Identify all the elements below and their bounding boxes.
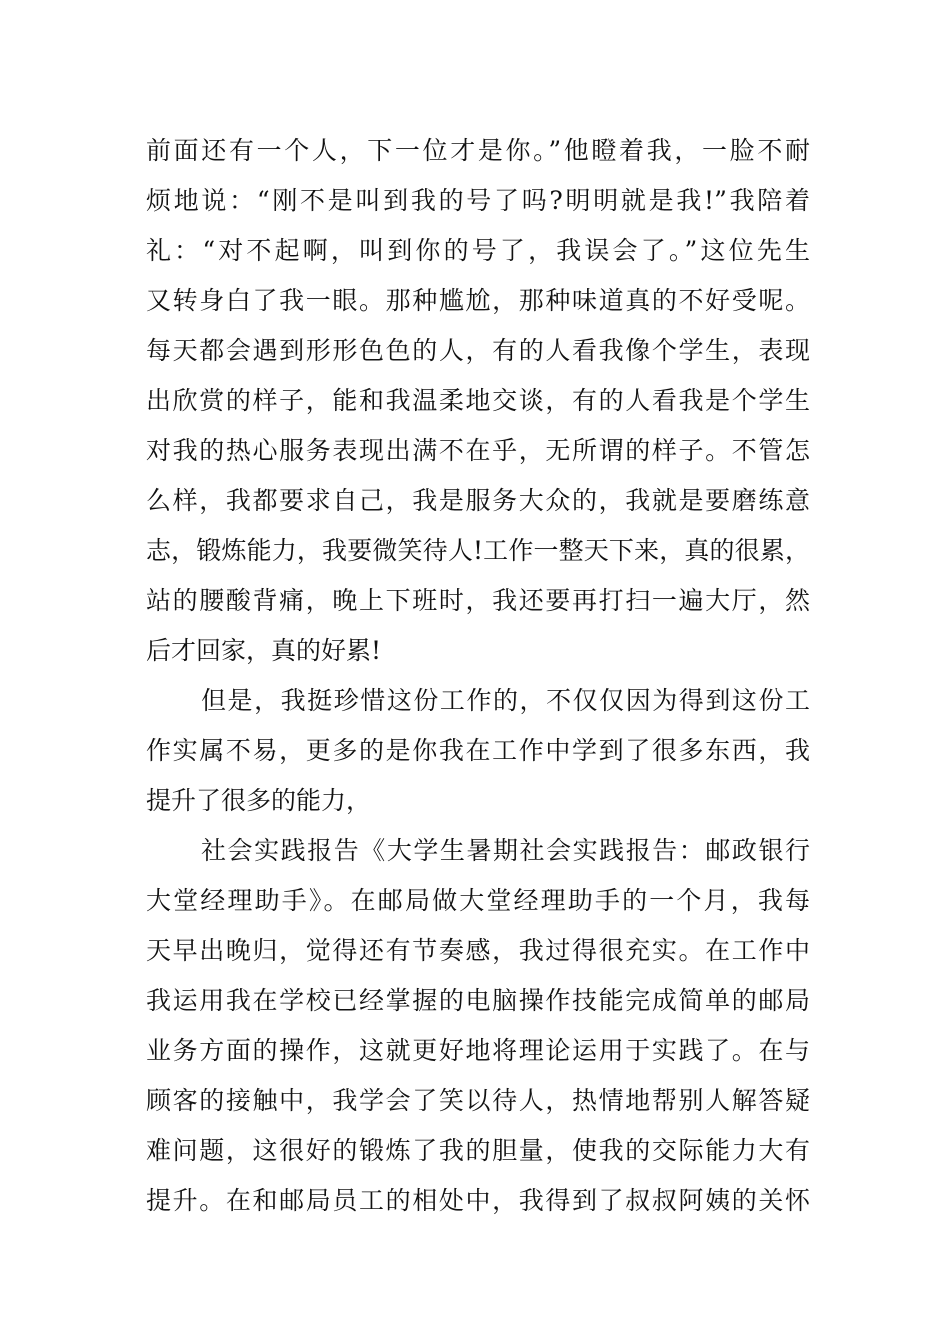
text-line: 难问题，这很好的锻炼了我的胆量，使我的交际能力大有 [146,1136,810,1165]
text-line: 提升。在和邮局员工的相处中，我得到了叔叔阿姨的关怀 [146,1186,810,1215]
text-line: 后才回家，真的好累! [146,636,382,665]
text-line: 又转身白了我一眼。那种尴尬，那种味道真的不好受呢。 [146,286,810,315]
text-line: 提升了很多的能力， [146,786,372,815]
text-line: 大堂经理助手》。在邮局做大堂经理助手的一个月，我每 [146,886,810,915]
text-line: 作实属不易，更多的是你我在工作中学到了很多东西，我 [146,736,810,765]
text-line: 顾客的接触中，我学会了笑以待人，热情地帮别人解答疑 [146,1086,810,1115]
text-line: 出欣赏的样子，能和我温柔地交谈，有的人看我是个学生 [146,386,810,415]
text-line: 前面还有一个人，下一位才是你。”他瞪着我，一脸不耐 [146,136,810,165]
paragraph-start-line: 但是，我挺珍惜这份工作的，不仅仅因为得到这份工 [201,686,810,715]
text-line: 礼：“对不起啊，叫到你的号了，我误会了。”这位先生 [146,236,810,265]
paragraph-start-line: 社会实践报告《大学生暑期社会实践报告：邮政银行 [201,836,810,865]
text-line: 对我的热心服务表现出满不在乎，无所谓的样子。不管怎 [146,436,810,465]
text-line: 站的腰酸背痛，晚上下班时，我还要再打扫一遍大厅，然 [146,586,810,615]
text-line: 业务方面的操作，这就更好地将理论运用于实践了。在与 [146,1036,810,1065]
body-text [146,126,810,1226]
text-line: 天早出晚归，觉得还有节奏感，我过得很充实。在工作中 [146,936,810,965]
text-line: 每天都会遇到形形色色的人，有的人看我像个学生，表现 [146,336,810,365]
text-line: 烦地说：“刚不是叫到我的号了吗?明明就是我!”我陪着 [146,186,810,215]
text-line: 么样，我都要求自己，我是服务大众的，我就是要磨练意 [146,486,810,515]
text-line: 我运用我在学校已经掌握的电脑操作技能完成简单的邮局 [146,986,810,1015]
text-line: 志，锻炼能力，我要微笑待人!工作一整天下来，真的很累， [146,536,810,565]
